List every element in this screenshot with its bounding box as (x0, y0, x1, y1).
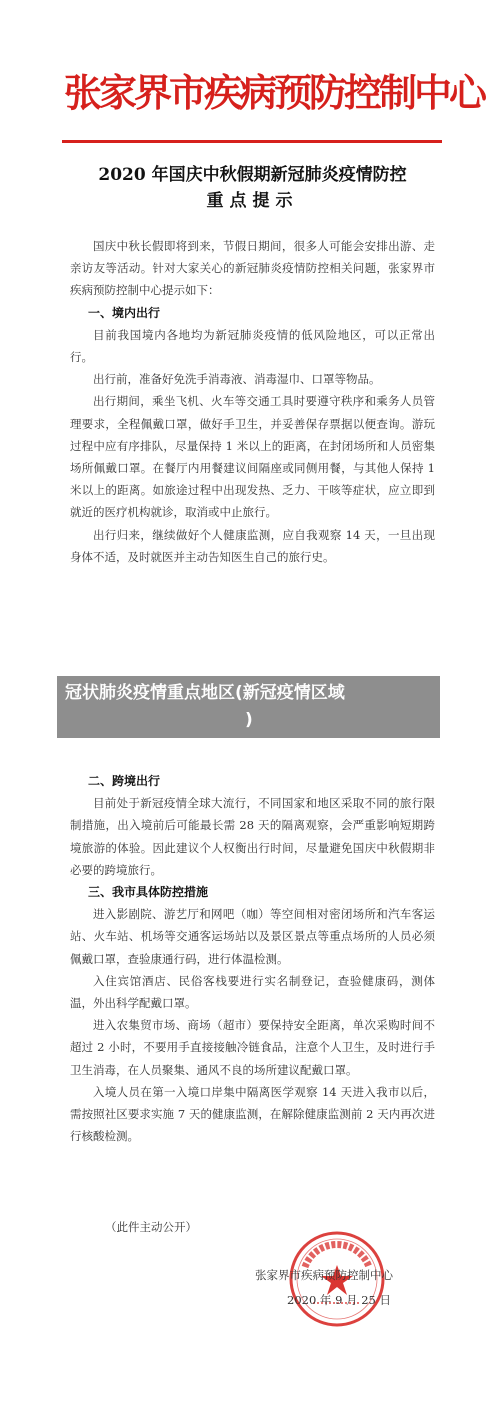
red-divider (62, 140, 442, 143)
banner-line: ) (245, 710, 253, 730)
section-heading-domestic: 一、境内出行 (88, 305, 161, 320)
doc-subtitle: 重点提示 (206, 191, 299, 211)
banner-line: 冠状肺炎疫情重点地区(新冠疫情区域 (65, 683, 345, 703)
paragraph: 进入农集贸市场、商场（超市）要保持安全距离，单次采购时间不超过 2 小时，不要用手直接接触冷链食品，注意个人卫生，及时进行手卫生消毒，在人员聚集、通风不良的场所建议配戴口罩。 (70, 1018, 435, 1077)
paragraph: 入境人员在第一入境口岸集中隔离医学观察 14 天进入我市以后，需按照社区要求实施 7 天的健康监测，在解除健康监测前 2 天内再次进行核酸检测。 (70, 1084, 435, 1144)
public-notice: （此件主动公开） (105, 1220, 197, 1234)
paragraph: 目前处于新冠疫情全球大流行，不同国家和地区采取不同的旅行限制措施，出入境前后可能最长需 28 天的隔离观察，会严重影响短期跨境旅游的体验。因此建议个人权衡出行时间，尽量避免国庆中秋假期非必要的跨境旅行。 (70, 796, 435, 877)
doc-body-part2 (70, 770, 435, 1147)
doc-body-part1 (70, 235, 435, 568)
intro-paragraph: 国庆中秋长假即将到来，节假日期间，很多人可能会安排出游、走亲访友等活动。针对大家关心的新冠肺炎疫情防控相关问题，张家界市疾病预防控制中心提示如下： (70, 239, 435, 298)
doc-title: 2020 年国庆中秋假期新冠肺炎疫情防控 (98, 165, 407, 185)
paragraph: 目前我国境内各地均为新冠肺炎疫情的低风险地区，可以正常出行。 (70, 327, 435, 365)
paragraph: 出行前，准备好免洗手消毒液、消毒湿巾、口罩等物品。 (93, 372, 381, 387)
caption-banner (57, 676, 440, 738)
section-heading-local-measures: 三、我市具体防控措施 (88, 885, 209, 900)
signature-date: 2020 年 9 月 25 日 (287, 1293, 391, 1307)
signature-org: 张家界市疾病预防控制中心 (255, 1268, 393, 1282)
paragraph: 出行归来，继续做好个人健康监测，应自我观察 14 天，一旦出现身体不适，及时就医并主动告知医生自己的旅行史。 (70, 527, 435, 564)
section-heading-crossborder: 二、跨境出行 (88, 774, 161, 788)
paragraph: 入住宾馆酒店、民俗客栈要进行实名制登记，查验健康码，测体温，外出科学配戴口罩。 (70, 973, 435, 1011)
paragraph: 进入影剧院、游艺厅和网吧（咖）等空间相对密闭场所和汽车客运站、火车站、机场等交通客运场站以及景区景点等重点场所的人员必须佩戴口罩，查验康通行码，进行体温检测。 (70, 907, 435, 966)
org-title: 张家界市疾病预防控制中心 (64, 70, 485, 115)
paragraph: 出行期间，乘坐飞机、火车等交通工具时要遵守秩序和乘务人员管理要求，全程佩戴口罩，做好手卫生，并妥善保存票据以便查询。游玩过程中应有序排队，尽量保持 1 米以上的距离，在封闭场所和人员密集场所佩戴口罩。在餐厅内用餐建议间隔座或同侧用餐，与其他人保持 1 米以上的距离。如旅途过程中出现发热、乏力、干咳等症状，应立即到就近的医疗机构就诊，取消或中止旅行。 (70, 394, 435, 520)
